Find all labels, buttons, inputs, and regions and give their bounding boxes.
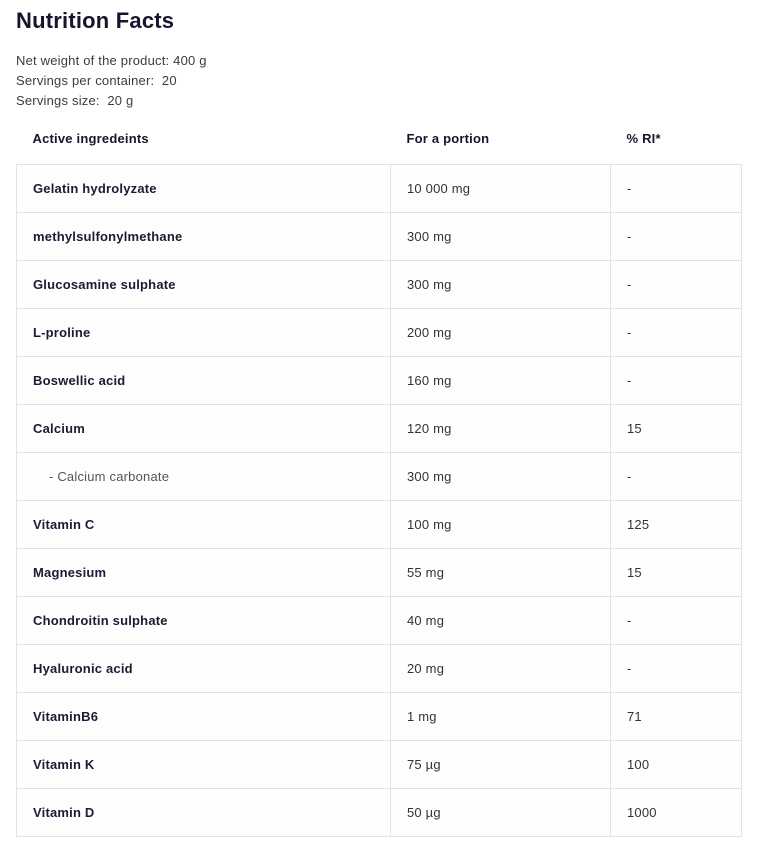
portion-cell: 50 µg	[391, 789, 611, 837]
ingredient-cell: Vitamin K	[17, 741, 391, 789]
ingredient-cell: Glucosamine sulphate	[17, 261, 391, 309]
table-row	[17, 261, 742, 309]
ri-cell: 15	[611, 405, 742, 453]
ingredient-cell: methylsulfonylmethane	[17, 213, 391, 261]
table-row	[17, 357, 742, 405]
ingredient-cell: VitaminB6	[17, 693, 391, 741]
portion-cell: 10 000 mg	[391, 165, 611, 213]
ri-cell: 1000	[611, 789, 742, 837]
portion-cell: 120 mg	[391, 405, 611, 453]
ri-cell: -	[611, 309, 742, 357]
ri-cell: -	[611, 597, 742, 645]
portion-cell: 300 mg	[391, 213, 611, 261]
ingredient-cell: Vitamin C	[17, 501, 391, 549]
table-row	[17, 597, 742, 645]
table-row	[17, 693, 742, 741]
portion-cell: 200 mg	[391, 309, 611, 357]
ri-cell: -	[611, 261, 742, 309]
ingredient-cell: Hyaluronic acid	[17, 645, 391, 693]
table-row	[17, 453, 742, 501]
column-header-ri: % RI*	[611, 111, 742, 165]
portion-cell: 20 mg	[391, 645, 611, 693]
ingredient-cell: Chondroitin sulphate	[17, 597, 391, 645]
ingredient-cell: Boswellic acid	[17, 357, 391, 405]
servings-per-container-text: Servings per container: 20	[16, 73, 177, 88]
portion-cell: 75 µg	[391, 741, 611, 789]
ri-cell: -	[611, 453, 742, 501]
ingredient-cell: Vitamin D	[17, 789, 391, 837]
ri-cell: -	[611, 645, 742, 693]
ingredient-cell: Gelatin hydrolyzate	[17, 165, 391, 213]
table-row	[17, 165, 742, 213]
table-row	[17, 405, 742, 453]
portion-cell: 160 mg	[391, 357, 611, 405]
ri-cell: 15	[611, 549, 742, 597]
ri-cell: -	[611, 165, 742, 213]
product-meta	[16, 51, 741, 111]
table-row	[17, 645, 742, 693]
page-title: Nutrition Facts	[16, 8, 175, 33]
ri-cell: 71	[611, 693, 742, 741]
ingredient-cell: Magnesium	[17, 549, 391, 597]
column-header-portion: For a portion	[391, 111, 611, 165]
portion-cell: 1 mg	[391, 693, 611, 741]
ingredient-cell: - Calcium carbonate	[17, 453, 391, 501]
column-header-ingredient: Active ingredeints	[17, 111, 391, 165]
nutrition-table	[16, 111, 742, 837]
net-weight-text: Net weight of the product: 400 g	[16, 53, 207, 68]
table-row	[17, 789, 742, 837]
portion-cell: 300 mg	[391, 453, 611, 501]
table-header	[17, 111, 742, 165]
portion-cell: 300 mg	[391, 261, 611, 309]
table-header-row	[17, 111, 742, 165]
table-row	[17, 213, 742, 261]
ri-cell: -	[611, 357, 742, 405]
portion-cell: 40 mg	[391, 597, 611, 645]
ri-cell: -	[611, 213, 742, 261]
table-row	[17, 309, 742, 357]
ri-cell: 125	[611, 501, 742, 549]
table-row	[17, 501, 742, 549]
ri-cell: 100	[611, 741, 742, 789]
ingredient-cell: L-proline	[17, 309, 391, 357]
servings-size-text: Servings size: 20 g	[16, 93, 134, 108]
table-row	[17, 741, 742, 789]
table-row	[17, 549, 742, 597]
ingredient-cell: Calcium	[17, 405, 391, 453]
portion-cell: 100 mg	[391, 501, 611, 549]
portion-cell: 55 mg	[391, 549, 611, 597]
